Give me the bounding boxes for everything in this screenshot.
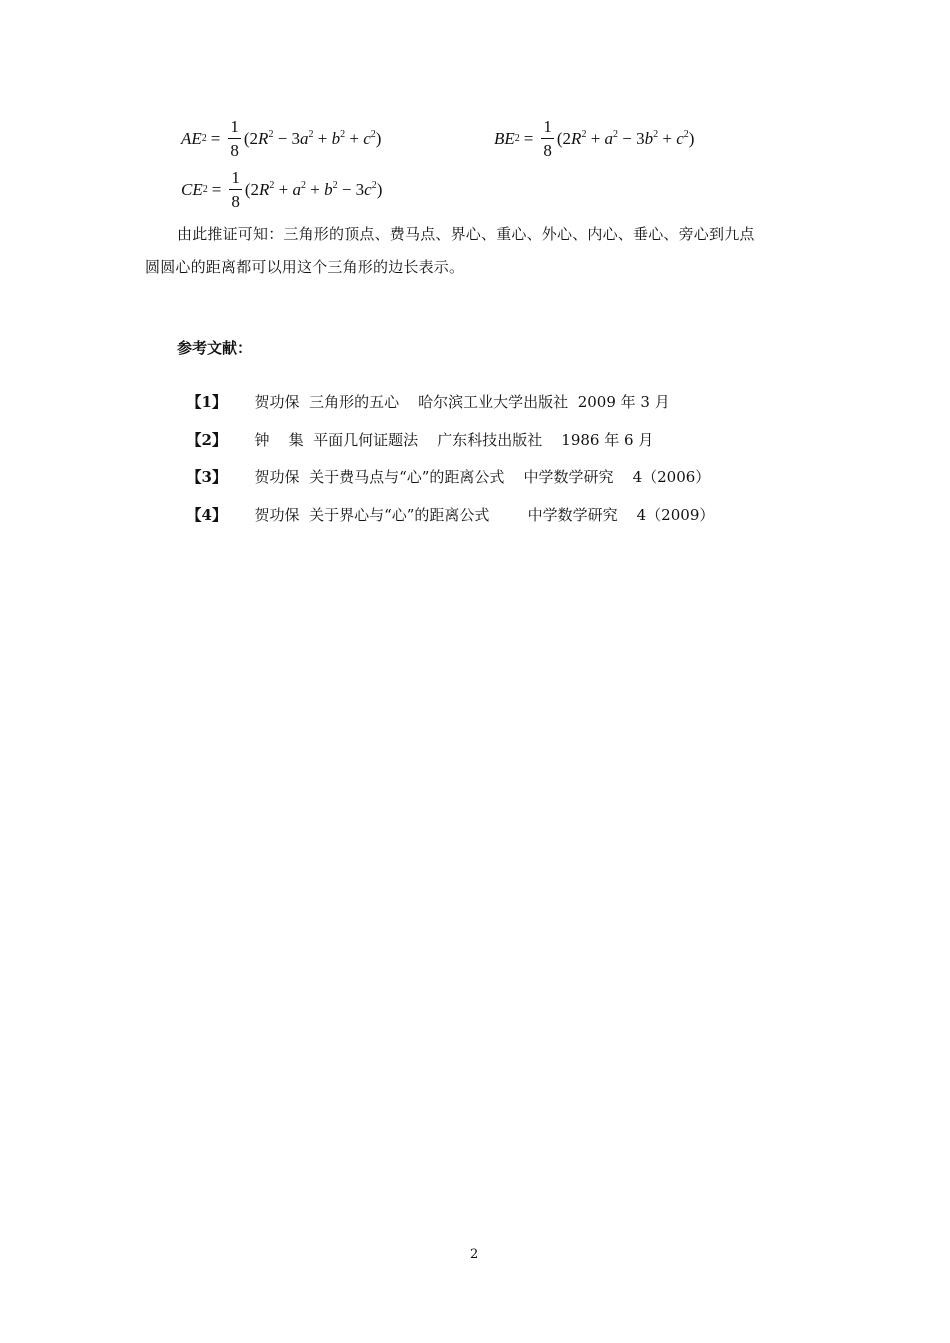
formula-ce: CE 2 = $\frac{1}{8}$ $(2R^2 + a^2 + b^2 - 3c^2)$: [181, 168, 383, 211]
reference-item: [177, 411, 653, 450]
fraction: $\frac{1}{8}$: [230, 117, 239, 160]
formula-ae: AE 2 = $\frac{1}{8}$ $(2R^2 - 3a^2 + b^2 + c^2)$: [181, 117, 382, 160]
formula-ce-lhs: CE: [181, 179, 203, 199]
formula-be: BE 2 = $\frac{1}{8}$ $(2R^2 + a^2 - 3b^2 + c^2)$: [494, 117, 695, 160]
page-number: 2: [470, 1247, 479, 1262]
reference-index: 【3】: [186, 468, 227, 486]
fraction: $\frac{1}{8}$: [543, 117, 552, 160]
conclusion-line-1: 由此推证可知：三角形的顶点、费马点、界心、重心、外心、内心、垂心、旁心到九点: [177, 225, 755, 243]
reference-text: 钟 集 平面几何证题法 广东科技出版社 1986 年 6 月: [254, 431, 654, 449]
reference-index: 【4】: [186, 506, 227, 524]
fraction: $\frac{1}{8}$: [231, 168, 240, 211]
reference-item: [177, 373, 670, 412]
reference-item: [177, 448, 710, 487]
reference-text: 贺功保 关于界心与“心”的距离公式 中学数学研究 4（2009）: [254, 506, 715, 524]
reference-item: [177, 486, 714, 525]
reference-index: 【2】: [186, 431, 227, 449]
reference-text: 贺功保 关于费马点与“心”的距离公式 中学数学研究 4（2006）: [254, 468, 711, 486]
formula-ae-lhs: AE: [181, 128, 202, 148]
references-title: 参考文献：: [177, 339, 253, 357]
reference-text: 贺功保 三角形的五心 哈尔滨工业大学出版社 2009 年 3 月: [254, 393, 670, 411]
reference-index: 【1】: [186, 393, 227, 411]
formula-be-lhs: BE: [494, 128, 515, 148]
conclusion-line-2: 圆圆心的距离都可以用这个三角形的边长表示。: [145, 258, 465, 276]
